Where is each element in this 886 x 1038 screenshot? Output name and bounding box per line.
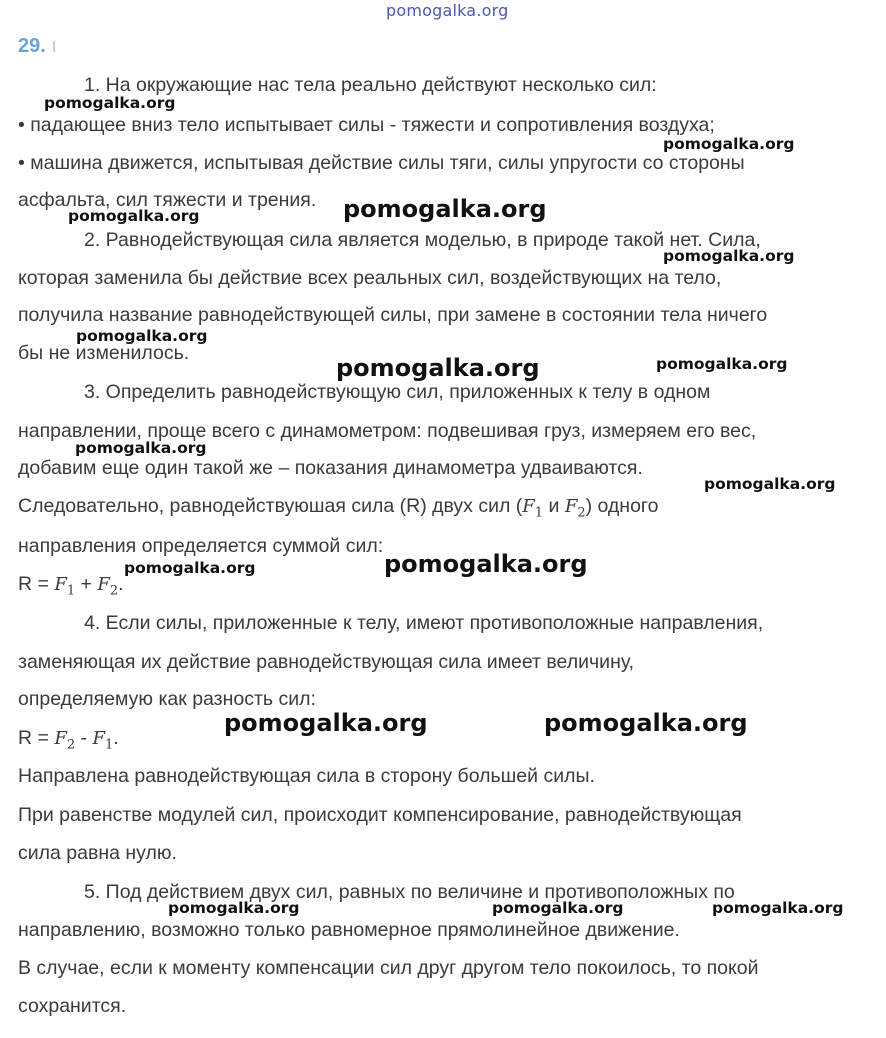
paragraph-5-line-3: В случае, если к моменту компенсации сил друг другом тело покоилось, то покой — [18, 957, 759, 979]
watermark: pomogalka.org — [68, 207, 200, 225]
paragraph-2-line-3: получила название равнодействующей силы, при замене в состоянии тела ничего — [18, 304, 768, 326]
paragraph-1-bullet-1: • падающее вниз тело испытывает силы - тяжести и сопротивления воздуха; — [18, 114, 715, 136]
text: . — [118, 573, 124, 595]
formula-f1 — [54, 574, 76, 599]
var-f: F — [92, 728, 105, 749]
watermark: pomogalka.org — [44, 94, 176, 112]
task-number-mark: ι — [51, 35, 57, 57]
text: . — [113, 727, 119, 749]
var-f: F — [522, 496, 535, 517]
paragraph-4-line-7: сила равна нулю. — [18, 842, 177, 864]
formula-f1 — [92, 728, 114, 753]
paragraph-5-line-2: направлению, возможно только равномерное прямолинейное движение. — [18, 919, 680, 941]
sub: 2 — [577, 505, 586, 521]
paragraph-4-line-3: определяемую как разность сил: — [18, 688, 316, 710]
text: ) одного — [585, 495, 659, 517]
paragraph-3-line-5: направления определяется суммой сил: — [18, 535, 384, 557]
paragraph-3-line-3: добавим еще один такой же – показания динамометра удваиваются. — [18, 457, 643, 479]
watermark: pomogalka.org — [224, 709, 428, 737]
text: R = — [18, 573, 55, 595]
sub: 1 — [104, 737, 114, 753]
paragraph-5-line-1: 5. Под действием двух сил, равных по величине и противоположных по — [84, 881, 735, 903]
watermark: pomogalka.org — [712, 899, 844, 917]
text: R = — [18, 727, 55, 749]
paragraph-1-bullet-2: • машина движется, испытывая действие силы тяги, силы упругости со стороны — [18, 152, 745, 174]
sub: 1 — [534, 505, 544, 521]
formula-sum — [18, 572, 124, 604]
watermark: pomogalka.org — [384, 550, 588, 578]
text: + — [75, 573, 98, 595]
paragraph-1-line-1: 1. На окружающие нас тела реально действуют несколько сил: — [84, 74, 657, 96]
paragraph-2-line-4: бы не изменилось. — [18, 342, 190, 364]
watermark: pomogalka.org — [492, 899, 624, 917]
paragraph-2-line-1: 2. Равнодействующая сила является моделью, в природе такой нет. Сила, — [84, 229, 761, 251]
paragraph-2-line-2: которая заменила бы действие всех реальных сил, воздействующих на тело, — [18, 267, 722, 289]
watermark: pomogalka.org — [76, 327, 208, 345]
var-f: F — [54, 574, 67, 595]
watermark: pomogalka.org — [663, 135, 795, 153]
paragraph-3-line-1: 3. Определить равнодействующую сил, приложенных к телу в одном — [84, 381, 711, 403]
watermark: pomogalka.org — [124, 559, 256, 577]
paragraph-4-line-6: При равенстве модулей сил, происходит компенсирование, равнодействующая — [18, 804, 742, 826]
sub: 2 — [109, 583, 119, 599]
paragraph-4-line-2: заменяющая их действие равнодействующая сила имеет величину, — [18, 651, 635, 673]
watermark: pomogalka.org — [663, 247, 795, 265]
sub: 1 — [66, 583, 76, 599]
paragraph-3-line-4 — [18, 494, 658, 526]
watermark: pomogalka.org — [704, 475, 836, 493]
watermark: pomogalka.org — [336, 354, 540, 382]
var-f: F — [564, 496, 578, 517]
paragraph-4-line-5: Направлена равнодействующая сила в сторону большей силы. — [18, 765, 595, 787]
watermark: pomogalka.org — [544, 709, 748, 737]
paragraph-3-line-2: направлении, проще всего с динамометром: подвешивая груз, измеряем его вес, — [18, 420, 757, 442]
formula-f2 — [97, 574, 119, 599]
text: и — [543, 495, 565, 517]
watermark: pomogalka.org — [656, 355, 788, 373]
formula-difference — [18, 726, 119, 758]
paragraph-4-line-1: 4. Если силы, приложенные к телу, имеют противоположные направления, — [84, 612, 764, 634]
sub: 2 — [66, 737, 76, 753]
text: Следовательно, равнодействуюшая сила (R) двух сил ( — [18, 495, 523, 517]
var-f: F — [54, 728, 67, 749]
formula-f1 — [522, 496, 544, 521]
watermark: pomogalka.org — [343, 195, 547, 223]
header-watermark: pomogalka.org — [386, 1, 509, 20]
formula-f2 — [54, 728, 76, 753]
paragraph-5-line-4: сохранится. — [18, 995, 127, 1017]
text: - — [75, 727, 93, 749]
formula-f2 — [564, 496, 586, 521]
task-number — [18, 35, 56, 58]
task-number-text: 29. — [18, 35, 46, 57]
watermark: pomogalka.org — [168, 899, 300, 917]
paragraph-1-line-4: асфальта, сил тяжести и трения. — [18, 189, 317, 211]
watermark: pomogalka.org — [75, 439, 207, 457]
var-f: F — [97, 574, 110, 595]
